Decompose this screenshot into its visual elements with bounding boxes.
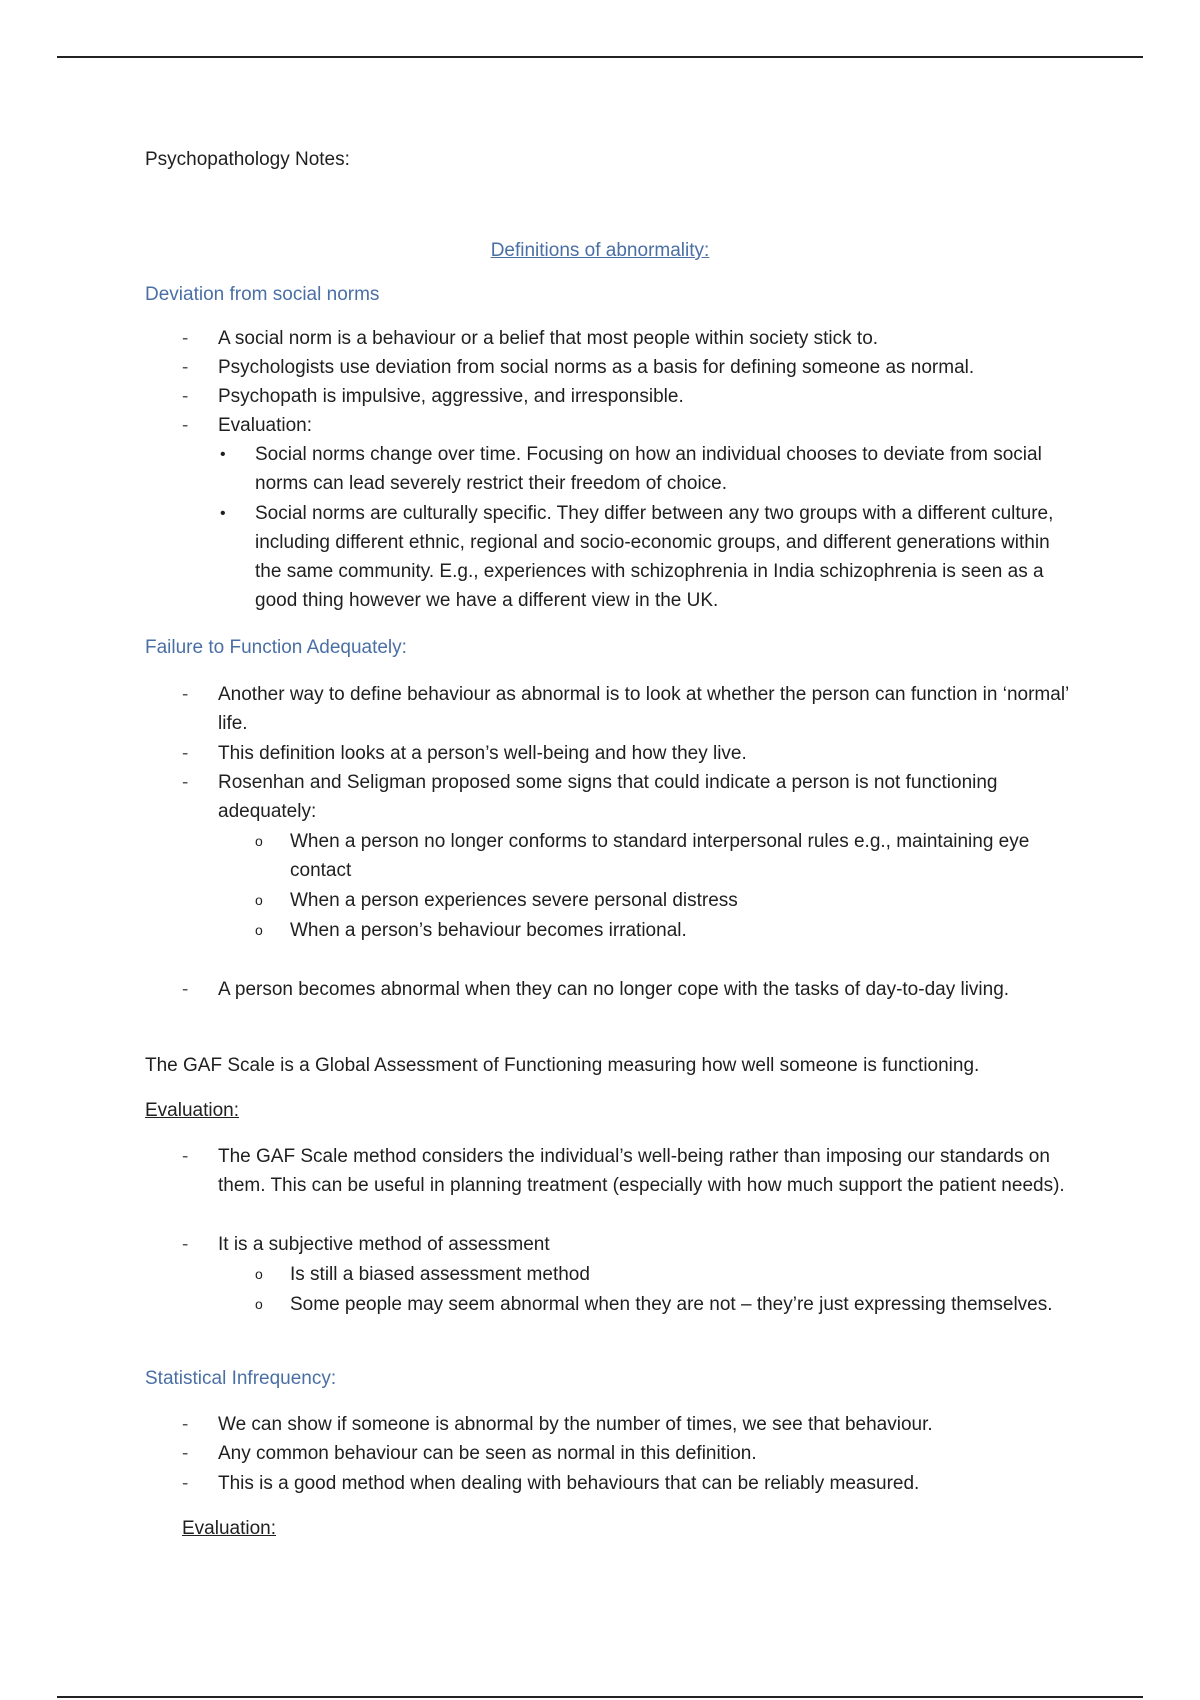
statistical-heading: Statistical Infrequency:: [145, 1368, 337, 1389]
social-norms-heading: Deviation from social norms: [145, 284, 380, 305]
footer-rule: [57, 1696, 1143, 1698]
document-title: Psychopathology Notes:: [145, 149, 350, 170]
evaluation-label: Evaluation:: [145, 1100, 240, 1121]
evaluation-label: Evaluation:: [182, 1518, 277, 1539]
gaf-paragraph: The GAF Scale is a Global Assessment of Functioning measuring how well someone is functioning.: [145, 1055, 980, 1076]
main-heading: Definitions of abnormality:: [490, 240, 710, 261]
header-rule: [57, 56, 1143, 58]
function-heading: Failure to Function Adequately:: [145, 637, 407, 658]
